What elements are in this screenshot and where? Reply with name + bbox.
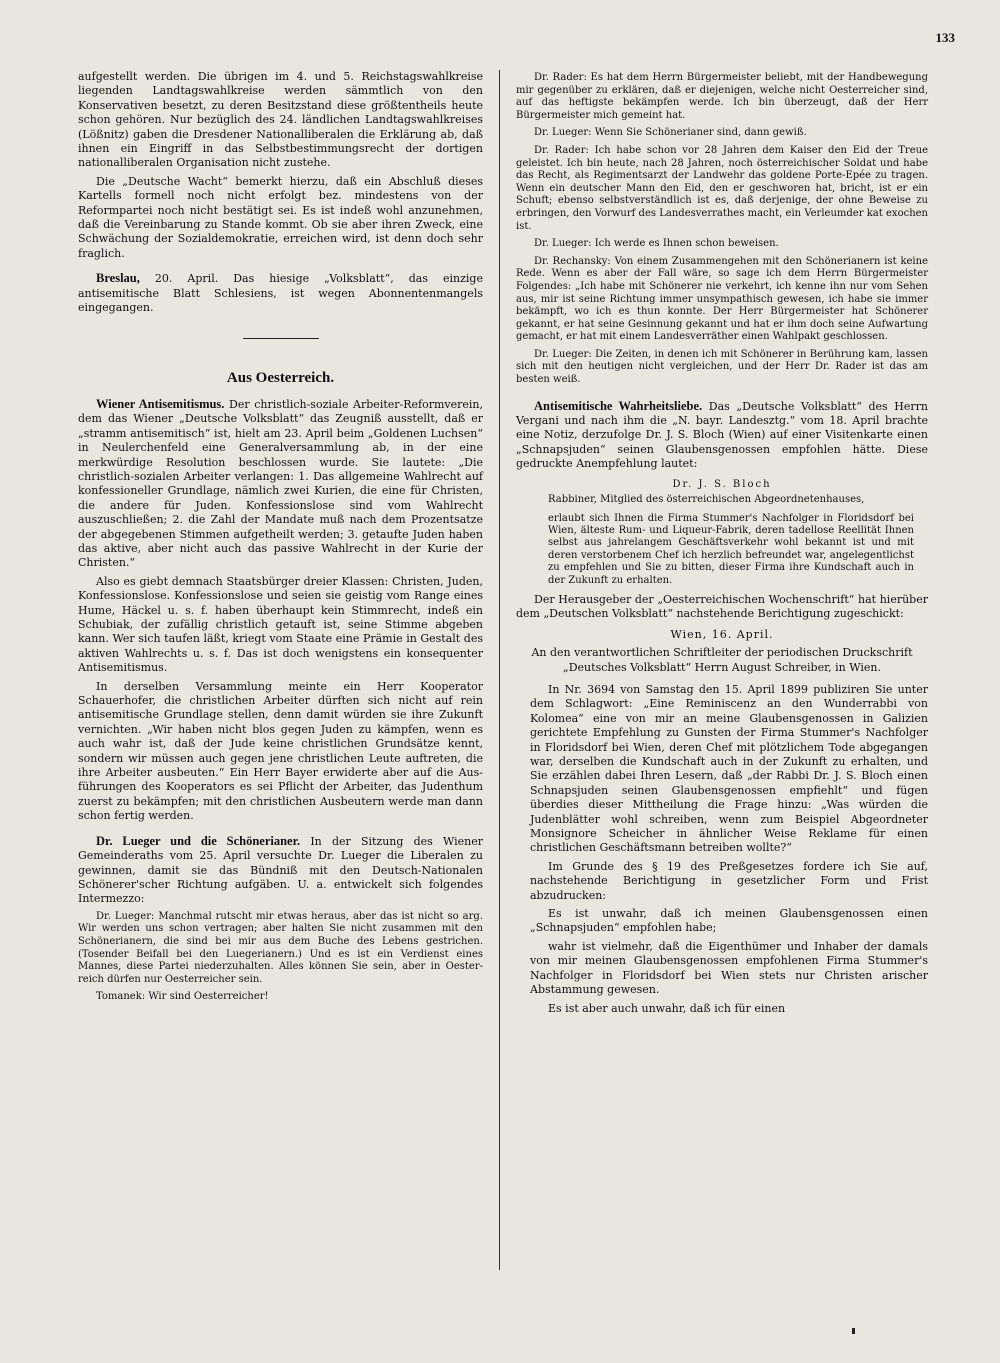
section-title-oesterreich: Aus Oesterreich. xyxy=(226,369,335,386)
article-wiener-antisemitismus xyxy=(78,397,483,571)
right-column xyxy=(516,72,928,1020)
heading-wiener-antisemitismus: Wiener Antisemitismus. xyxy=(96,396,225,411)
dialog-lueger: Dr. Lueger: Manchmal rutscht mir etwas heraus, aber das ist nicht so arg. Wir werden uns schon vertragen; aber halten Sie nicht zusammen mit den Schönerianern, die sind bei mir aus dem Buche des Lebens gestrichen. (Tosender Beifall bei den Luegerianern.) Und es ist ein Verdienst eines Mannes, diese Partei niederzuhalten. Alles können Sie sein, aber in Oesterreich dürfen nur Oesterreicher sein. xyxy=(78,910,483,985)
print-mark xyxy=(852,1328,855,1334)
heading-lueger: Dr. Lueger und die Schönerianer. xyxy=(96,833,301,848)
heading-wahrheitsliebe: Antisemitische Wahrheitsliebe. xyxy=(534,398,703,413)
article-wahrheitsliebe xyxy=(516,399,928,472)
text-lueger: In der Sitzung des Wiener Gemeinderaths vom 25. April versuchte Dr. Lueger die Liberalen zu gewinnen, damit sie das Bündniß mit den Deutsch-Nationalen Schönerer'scher Richtung aufgäben. U. a. entwickelt sich folgendes Intermezzo: xyxy=(78,834,484,906)
heading-breslau: Breslau, xyxy=(96,271,140,286)
page-number: 133 xyxy=(935,30,955,45)
section-divider xyxy=(243,338,319,339)
column-divider xyxy=(499,70,500,1270)
paragraph-versammlung: In derselben Versammlung meinte ein Herr Kooperator Schauerhofer, die christlichen Arbeiter dürften sich nicht auf rein antisemitische Grundlage stellen, denn damit würden sie ihre Zukunft vernichten. „Wir haben nicht blos gegen Juden zu kämpfen, wenn es auch wahr ist, daß der Jude keine christlichen Grundsätze kennt, sondern wir müssen auch gegen jene christlichen Leute auftreten, die ihre Arbeiter ausbeuten.“ Ein Herr Bayer erwiderte aber auf die Ausführungen des Kooperators es sei Pflicht der Arbeiter, das Judenthum zuerst zu bekämpfen; mit den christlichen Ausbeutern werde man dann schon fertig werden. xyxy=(78,679,483,823)
text-breslau: 20. April. Das hiesige „Volksblatt“, das einzige antisemitische Blatt Schlesiens, ist wegen Abonnentenmangels eingegangen. xyxy=(78,272,483,315)
letter-address: An den verantwortlichen Schriftleiter der periodischen Druckschrift „Deutsches Volksblatt“ Herrn August Schreiber, in Wien. xyxy=(531,646,913,674)
letter-paragraph-5: Es ist aber auch unwahr, daß ich für einen xyxy=(548,1001,786,1015)
article-lueger xyxy=(78,834,483,907)
paragraph-kartell: aufgestellt werden. Die übrigen im 4. und 5. Reichstagswahlkreise liegenden Landtagswahlkreise werden sämmtlich von den Konservativen besetzt, zu deren Besitzstand diese größtentheils heute schon gehören. Nur bezüglich des 24. ländlichen Landtagswahlkreises (Lößnitz) gaben die Dresdener Nationalliberalen die Erklärung ab, daß ihnen ein Eingriff in das Selbstbestimmungsrecht der dortigen nationalliberalen Organisation nicht zustehe. xyxy=(78,70,483,170)
dialog-rader-1: Dr. Rader: Es hat dem Herrn Bürgermeister beliebt, mit der Handbewegung mir gegenüber zu erklären, daß er diejenigen, welche nicht Oesterreicher sind, auf das heftigste bekämpfen werde. Ich bin überzeugt, daß der Herr Bürgermeister mich gemeint hat. xyxy=(516,72,928,121)
card-name: Dr. J. S. Bloch xyxy=(672,478,772,490)
letter-paragraph-2: Im Grunde des § 19 des Preßgesetzes fordere ich Sie auf, nachstehende Berichtigung in gesetzlicher Form und Frist abzudrucken: xyxy=(530,859,928,902)
text-wahrheitsliebe: Das „Deutsche Volksblatt“ des Herrn Vergani und nach ihm die „N. bayr. Landesztg.“ vom 18. April brachte eine Notiz, derzufolge Dr. J. S. Bloch (Wien) auf einer Visitenkarte einen „Schnapsjuden“ seinen Glaubensgenossen empfohlen hätte. Diese gedruckte Anempfehlung lautet: xyxy=(516,399,929,471)
dialog-rechansky: Dr. Rechansky: Von einem Zusammengehen mit den Schönerianern ist keine Rede. Wenn es aber der Fall wäre, so sage ich dem Herrn Bürgermeister Folgendes: „Ich habe mit Schönerer nie verkehrt, ich kenne ihn nur vom Sehen aus, mir ist seine Richtung immer unsympathisch gewesen, ich habe sie immer bekämpft, wo ich es thun konnte. Der Herr Bürgermeister hat Schönerer gekannt, er hat seine Gesinnung gekannt und hat er ihm doch seine Aufwartung gemacht, er hat mit einem Landesverräther einen Wahlpakt geschlossen. xyxy=(516,255,928,343)
card-text: erlaubt sich Ihnen die Firma Stummer's Nachfolger in Floridsdorf bei Wien, älteste Rum- und Liqueur-Fabrik, deren tadellose Reellität Ihnen selbst aus jahrelangem Geschäftsverkehr wohl bekannt ist und mit deren verstorbenem Chef ich herzlich befreundet war, angelegentlichst zu empfehlen und Sie zu bitten, dieser Firma ihre Kundschaft auch in der Zukunft zu erhalten. xyxy=(548,512,914,586)
dialog-lueger-2: Dr. Lueger: Wenn Sie Schönerianer sind, dann gewiß. xyxy=(534,127,807,139)
paragraph-deutsche-wacht: Die „Deutsche Wacht“ bemerkt hierzu, daß ein Abschluß dieses Kartells formell noch nicht erfolgt bez. mindestens von der Reformpartei noch nicht bestätigt sei. Es ist indeß wohl anzunehmen, daß die Vereinbarung zu Stande kommt. Ob sie aber ihren Zweck, eine Schwächung der Sozialdemokratie, erreichen wird, ist denn doch sehr fraglich. xyxy=(78,174,483,260)
dialog-lueger-3: Dr. Lueger: Ich werde es Ihnen schon beweisen. xyxy=(534,238,779,250)
dialog-tomanek: Tomanek: Wir sind Oesterreicher! xyxy=(96,991,269,1003)
letter-dateline: Wien, 16. April. xyxy=(670,627,774,641)
dialog-lueger-4: Dr. Lueger: Die Zeiten, in denen ich mit Schönerer in Berührung kam, lassen sich mit den heutigen nicht vergleichen, und der Herr Dr. Rader ist das am besten weiß. xyxy=(516,348,928,386)
letter-paragraph-1: In Nr. 3694 von Samstag den 15. April 1899 publiziren Sie unter dem Schlagwort: „Eine Reminiscenz an den Wunderrabbi von Kolomea“ eine von mir an meine Glaubensgenossen in Galizien gerichtete Empfehlung zu Gunsten der Firma Stummer's Nachfolger in Floridsdorf bei Wien, deren Chef mit plötzlichem Tode abgegangen war, derselben die Kundschaft auch in der Zukunft zu erhalten, und Sie erzählen dabei Ihren Lesern, daß „der Rabbi Dr. J. S. Bloch einen Schnapsjuden seinen Glaubensgenossen empfiehlt“ und fügen überdies dieser Mittheilung die Frage hinzu: „Was würden die Judenblätter wohl schreiben, wenn zum Beispiel Abgeordneter Monsignore Scheicher in ähnlicher Weise Reklame für einen christlichen Geschäftsmann betreiben wollte?“ xyxy=(530,682,928,855)
letter-paragraph-3: Es ist unwahr, daß ich meinen Glaubensgenossen einen „Schnapsjuden“ empfohlen habe; xyxy=(530,907,928,935)
article-breslau xyxy=(78,271,483,315)
text-wiener-antisemitismus: Der christlich-soziale Arbeiter-Reformverein, dem das Wiener „Deutsche Volksblatt“ das Zeugniß ausstellt, daß er „stramm antisemitisch“ ist, hielt am 23. April beim „Goldenen Luchsen“ in Neulerchenfeld eine Generalversammlung ab, in der eine merkwürdige Resolution beschlossen wurde. Sie lautete: „Die christlich-sozialen Arbeiter verlangen: 1. Das allgemeine Wahlrecht auf konfessioneller Grundlage, nämlich zwei Kurien, die eine für Christen, die andere für Juden. Konfessionslose sind vom Wahlrecht auszuschließen; 2. die Zahl der Mandate muß nach dem Prozentsatze der abgegebenen Stimmen aufgetheilt werden; 3. getaufte Juden haben das aktive, aber nicht auch das passive Wahlrecht in der Kurie der Christen.“ xyxy=(78,397,484,570)
left-column xyxy=(78,70,483,1009)
paragraph-staatsbuerger: Also es giebt demnach Staatsbürger dreier Klassen: Christen, Juden, Konfessionslose. Konfessionslose und seien sie geistig vom Range eines Hume, Häckel u. s. f. haben überhaupt kein Stimmrecht, indeß ein Schubiak, der zufällig christlich getauft ist, seine Stimme abgeben kann. Wer sich taufen läßt, kriegt vom Staate eine Prämie in Gestalt des aktiven Wahlrechts u. s. f. Das ist doch wenigstens ein konsequenter Antisemitismus. xyxy=(78,574,483,675)
paragraph-herausgeber: Der Herausgeber der „Oesterreichischen Wochenschrift“ hat hierüber dem „Deutschen Volksblatt“ nachstehende Berichtigung zugeschickt: xyxy=(516,592,928,621)
dialog-rader-2: Dr. Rader: Ich habe schon vor 28 Jahren dem Kaiser den Eid der Treue geleistet. Ich bin heute, nach 28 Jahren, noch österreichischer Soldat und habe das Recht, als Regimentsarzt der Landwehr das goldene Porte-Epée zu tragen. Wenn ein deutscher Mann den Eid, den er geschworen hat, bricht, ist er ein Schuft; ebenso selbstverständlich ist es, daß derjenige, der ohne Beweise zu erbringen, den Vorwurf des Landesverrathes macht, ein Verleumder kat exochen ist. xyxy=(516,144,928,232)
letter-paragraph-4: wahr ist vielmehr, daß die Eigenthümer und Inhaber der damals von mir meinen Glaubensgenossen empfohlenen Firma Stummer's Nachfolger in Floridsdorf bei Wien stets nur Christen arischer Abstammung gewesen. xyxy=(530,939,928,997)
card-title: Rabbiner, Mitglied des österreichischen Abgeordnetenhauses, xyxy=(548,494,865,506)
